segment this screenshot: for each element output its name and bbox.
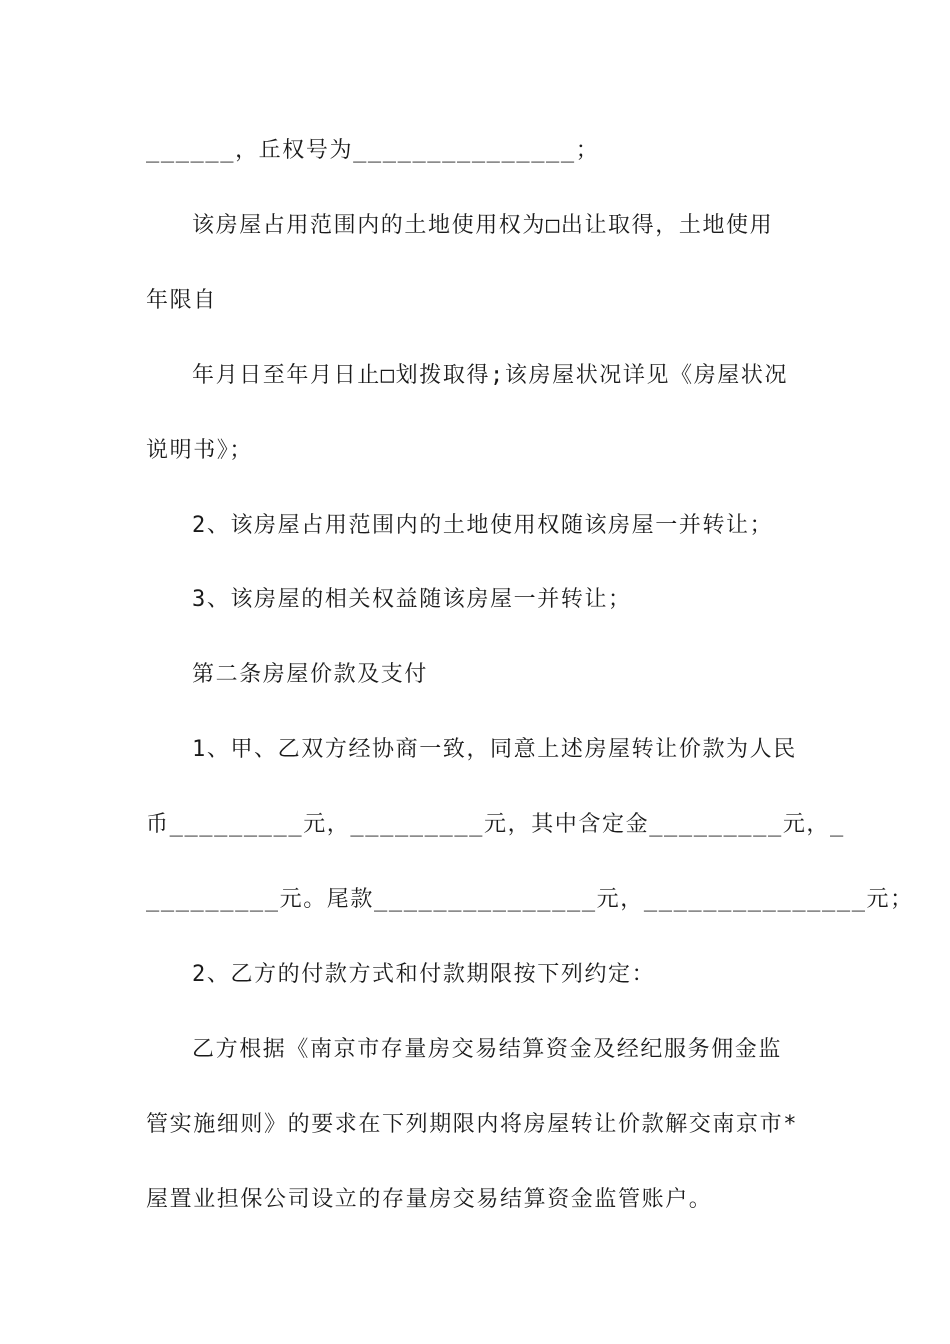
text-line: 1、甲、乙双方经协商一致，同意上述房屋转让价款为人民 <box>192 737 797 762</box>
text-line: 2、该房屋占用范围内的土地使用权随该房屋一并转让； <box>192 513 774 538</box>
text-line: 乙方根据《南京市存量房交易结算资金及经纪服务佣金监 <box>192 1037 783 1062</box>
text-line: 该房屋占用范围内的土地使用权为□出让取得，土地使用 <box>192 213 774 238</box>
text-line: _________元。尾款_______________元，_______________元； <box>146 887 914 912</box>
text-line: 屋置业担保公司设立的存量房交易结算资金监管账户。 <box>146 1187 713 1212</box>
text-line: 年限自 <box>146 288 217 313</box>
text-line: 说明书》； <box>146 438 254 463</box>
text-line: 2、乙方的付款方式和付款期限按下列约定： <box>192 962 656 987</box>
text-line: ______，丘权号为_______________； <box>146 138 600 163</box>
text-line: 3、该房屋的相关权益随该房屋一并转让； <box>192 587 632 612</box>
text-line: 币_________元，_________元，其中含定金_________元，_ <box>146 812 845 837</box>
section-heading: 第二条房屋价款及支付 <box>192 662 429 687</box>
text-line: 管实施细则》的要求在下列期限内将房屋转让价款解交南京市* <box>146 1112 799 1137</box>
text-line: 年月日至年月日止□划拨取得;该房屋状况详见《房屋状况 <box>192 363 789 388</box>
